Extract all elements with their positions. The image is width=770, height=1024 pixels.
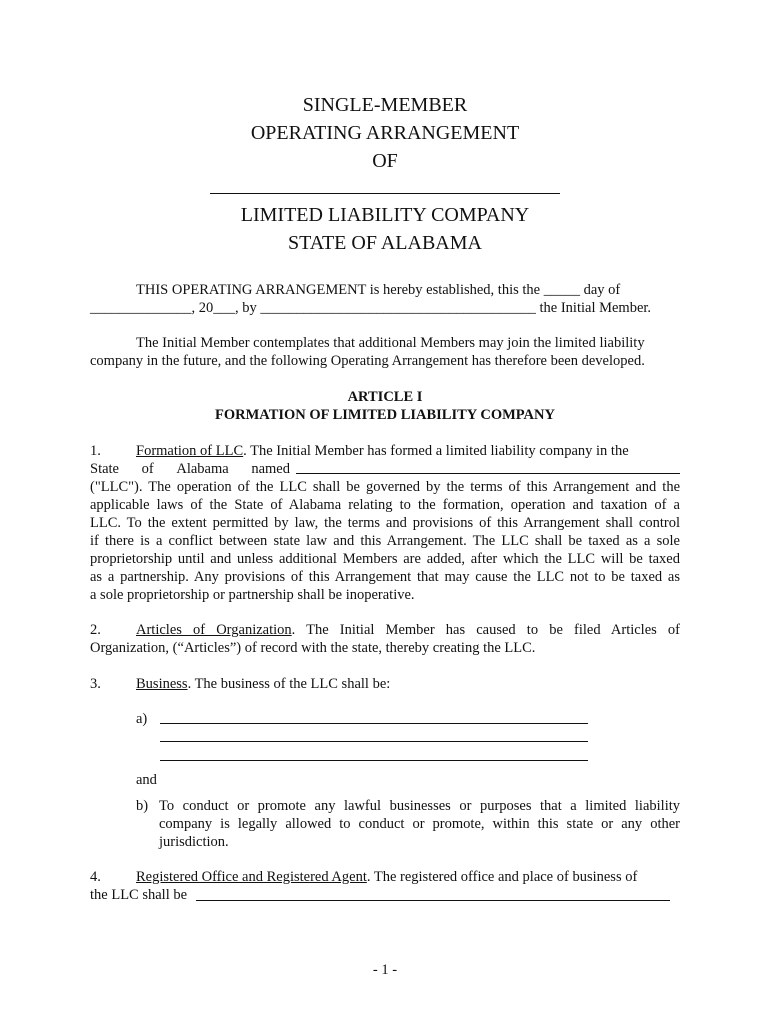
section-3-heading: Business (136, 676, 188, 692)
business-blank-2 (160, 741, 588, 742)
word-alabama: Alabama (176, 461, 229, 477)
word-state: State (90, 461, 119, 477)
article-number: ARTICLE I (347, 389, 423, 405)
word-named: named (251, 461, 290, 477)
section-1-line-8: as a partnership. Any provisions of this Arrangement that may cause the LLC not to be taxed as (90, 569, 680, 585)
and-text: and (136, 772, 157, 788)
intro-line-1: THIS OPERATING ARRANGEMENT is hereby established, this the _____ day of (136, 282, 621, 298)
item-a-label: a) (136, 711, 148, 727)
section-1-number: 1. (90, 443, 101, 459)
section-1-line-5: LLC. To the extent permitted by law, the terms and provisions of this Arrangement shall control (90, 515, 680, 531)
section-4-line-2: the LLC shall be (90, 887, 188, 903)
business-blank-3 (160, 760, 588, 761)
section-1-line-6: if there is a conflict between state law and this Arrangement. The LLC shall be taxed as a sole (90, 533, 680, 549)
item-b-line-3: jurisdiction. (159, 834, 229, 850)
title-line-2: OPERATING ARRANGEMENT (250, 122, 520, 144)
section-1-line-4: applicable laws of the State of Alabama relating to the formation, operation and taxation of a (90, 497, 680, 513)
section-1-line-2 (90, 460, 290, 478)
intro-line-2: ______________, 20___, by ______________________________________ the Initial Member. (90, 300, 652, 316)
item-b-label: b) (136, 798, 149, 814)
company-name-blank (210, 193, 560, 194)
section-4-heading: Registered Office and Registered Agent (136, 869, 367, 885)
title-line-3: OF (372, 150, 398, 172)
section-1-line-7: proprietorship until and unless additional Members are added, after which the LLC will be taxed (90, 551, 680, 567)
section-2-line-1 (136, 621, 680, 639)
llc-name-blank (296, 473, 680, 474)
section-4-line-1 (136, 868, 637, 886)
section-1-line-9: a sole proprietorship or partnership shall be inoperative. (90, 587, 415, 603)
section-2-heading: Articles of Organization (136, 622, 292, 638)
title-line-1: SINGLE-MEMBER (302, 94, 468, 116)
section-3-number: 3. (90, 676, 101, 692)
item-b-line-2: company is legally allowed to conduct or promote, within this state or any other (159, 816, 680, 832)
item-b-line-1: To conduct or promote any lawful businesses or purposes that a limited liability (159, 798, 680, 814)
title-line-5: STATE OF ALABAMA (288, 232, 482, 254)
article-title: FORMATION OF LIMITED LIABILITY COMPANY (215, 407, 555, 423)
preamble-line-1: The Initial Member contemplates that additional Members may join the limited liability (136, 335, 645, 351)
preamble-line-2: company in the future, and the following Operating Arrangement has therefore been developed. (90, 353, 645, 369)
section-4-number: 4. (90, 869, 101, 885)
title-line-4: LIMITED LIABILITY COMPANY (240, 204, 530, 226)
section-1-line-1-text: . The Initial Member has formed a limited liability company in the (243, 443, 629, 459)
registered-office-blank (196, 900, 670, 901)
section-4-line-1-text: . The registered office and place of business of (366, 869, 638, 885)
section-2-line-1-text: . The Initial Member has caused to be filed Articles of (291, 622, 680, 638)
section-2-line-2: Organization, (“Articles”) of record with the state, thereby creating the LLC. (90, 640, 536, 656)
section-1-heading: Formation of LLC (136, 443, 244, 459)
section-1-line-1 (136, 442, 680, 460)
section-3-line-1 (136, 675, 390, 693)
section-3-line-1-text: . The business of the LLC shall be: (187, 676, 391, 692)
section-2-number: 2. (90, 622, 101, 638)
word-of: of (141, 461, 154, 477)
section-1-line-3: ("LLC"). The operation of the LLC shall be governed by the terms of this Arrangement and the (90, 479, 680, 495)
business-blank-1 (160, 723, 588, 724)
page-number: - 1 - (372, 962, 398, 978)
